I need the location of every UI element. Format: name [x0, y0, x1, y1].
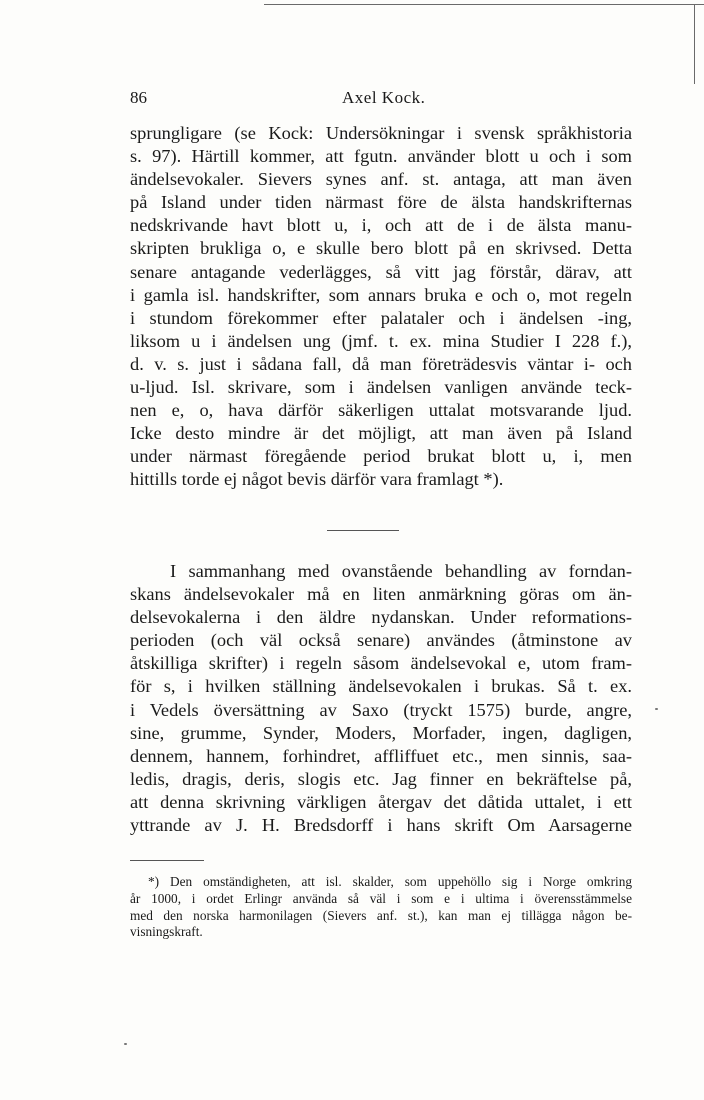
footnote-line: år 1000, i ordet Erlingr använda så väl i som e i ultima i överensstämmelse — [130, 890, 632, 906]
text-line: under närmast föregående period brukat blott u, i, men — [130, 446, 632, 467]
page-header — [130, 88, 630, 110]
text-line: sprungligare (se Kock: Undersökningar i svensk språkhistoria — [130, 123, 632, 143]
text-line: sine, grumme, Synder, Moders, Morfader, ingen, dagligen, — [130, 722, 632, 743]
text-line: på Island under tiden närmast före de älsta handskrifternas — [130, 192, 632, 213]
text-line: liksom u i ändelsen ung (jmf. t. ex. mina Studier I 228 f.), — [130, 330, 632, 351]
footnote-line: *) Den omständigheten, att isl. skalder, som uppehöllo sig i Norge omkring — [148, 874, 632, 889]
text-line: d. v. s. just i sådana fall, då man företrädesvis väntar i- och — [130, 353, 632, 374]
text-line: yttrande av J. H. Bredsdorff i hans skrift Om Aarsagerne — [130, 815, 632, 836]
text-line: i gamla isl. handskrifter, som annars bruka e och o, mot regeln — [130, 284, 632, 305]
text-line: att denna skrivning värkligen återgav det dåtida uttalet, i ett — [130, 791, 632, 812]
footnote — [130, 874, 632, 941]
text-line: skripten brukliga o, e skulle bero blott på en skrivsed. Detta — [130, 238, 632, 259]
text-line: hittills torde ej något bevis därför vara framlagt *). — [130, 469, 504, 490]
text-line: ledis, dragis, deris, slogis etc. Jag finner en bekräftelse på, — [130, 768, 632, 789]
text-line: nen e, o, hava därför säkerligen uttalat motsvarande ljud. — [130, 400, 632, 421]
text-line: u-ljud. Isl. skrivare, som i ändelsen vanligen använde teck- — [130, 377, 632, 398]
paper-speck — [655, 708, 658, 710]
footnote-line: med den norska harmonilagen (Sievers anf. st.), kan man ej tillägga någon be- — [130, 907, 632, 923]
text-line: åtskilliga skrifter) i regeln såsom ändelsevokal e, utom fram- — [130, 653, 632, 674]
page-number: 86 — [130, 88, 147, 107]
text-line: ändelsevokaler. Sievers synes anf. st. antaga, att man även — [130, 169, 632, 190]
text-line: I sammanhang med ovanstående behandling av forndan- — [170, 561, 632, 581]
text-line: skans ändelsevokaler må en liten anmärkning göras om än- — [130, 584, 632, 605]
text-line: nedskrivande havt blott u, i, och att de i de älsta manu- — [130, 215, 632, 236]
text-line: senare antagande vederlägges, så vitt jag förstår, därav, att — [130, 261, 632, 282]
text-line: s. 97). Härtill kommer, att fgutn. använder blott u och i som — [130, 146, 632, 167]
text-line: perioden (och väl också senare) användes (åtminstone av — [130, 630, 632, 651]
footnote-rule — [130, 860, 204, 861]
paragraph-2 — [130, 560, 632, 837]
paper-speck — [124, 1043, 127, 1045]
text-line: dennem, hannem, forhindret, affliffuet etc., men sinnis, saa- — [130, 745, 632, 766]
section-separator — [327, 530, 399, 531]
text-line: Icke desto mindre är det möjligt, att man även på Island — [130, 423, 632, 444]
footnote-line: visningskraft. — [130, 924, 203, 940]
text-line: i Vedels översättning av Saxo (tryckt 1575) burde, angre, — [130, 699, 632, 720]
paragraph-1 — [130, 122, 632, 492]
text-line: i stundom förekommer efter palataler och i ändelsen -ing, — [130, 307, 632, 328]
text-line: för s, i hvilken ställning ändelsevokalen i brukas. Så t. ex. — [130, 676, 632, 697]
scan-border-top — [264, 4, 704, 5]
scan-border-right — [694, 4, 695, 84]
running-head: Axel Kock. — [342, 88, 426, 107]
text-line: delsevokalerna i den äldre nydanskan. Under reformations- — [130, 607, 632, 628]
